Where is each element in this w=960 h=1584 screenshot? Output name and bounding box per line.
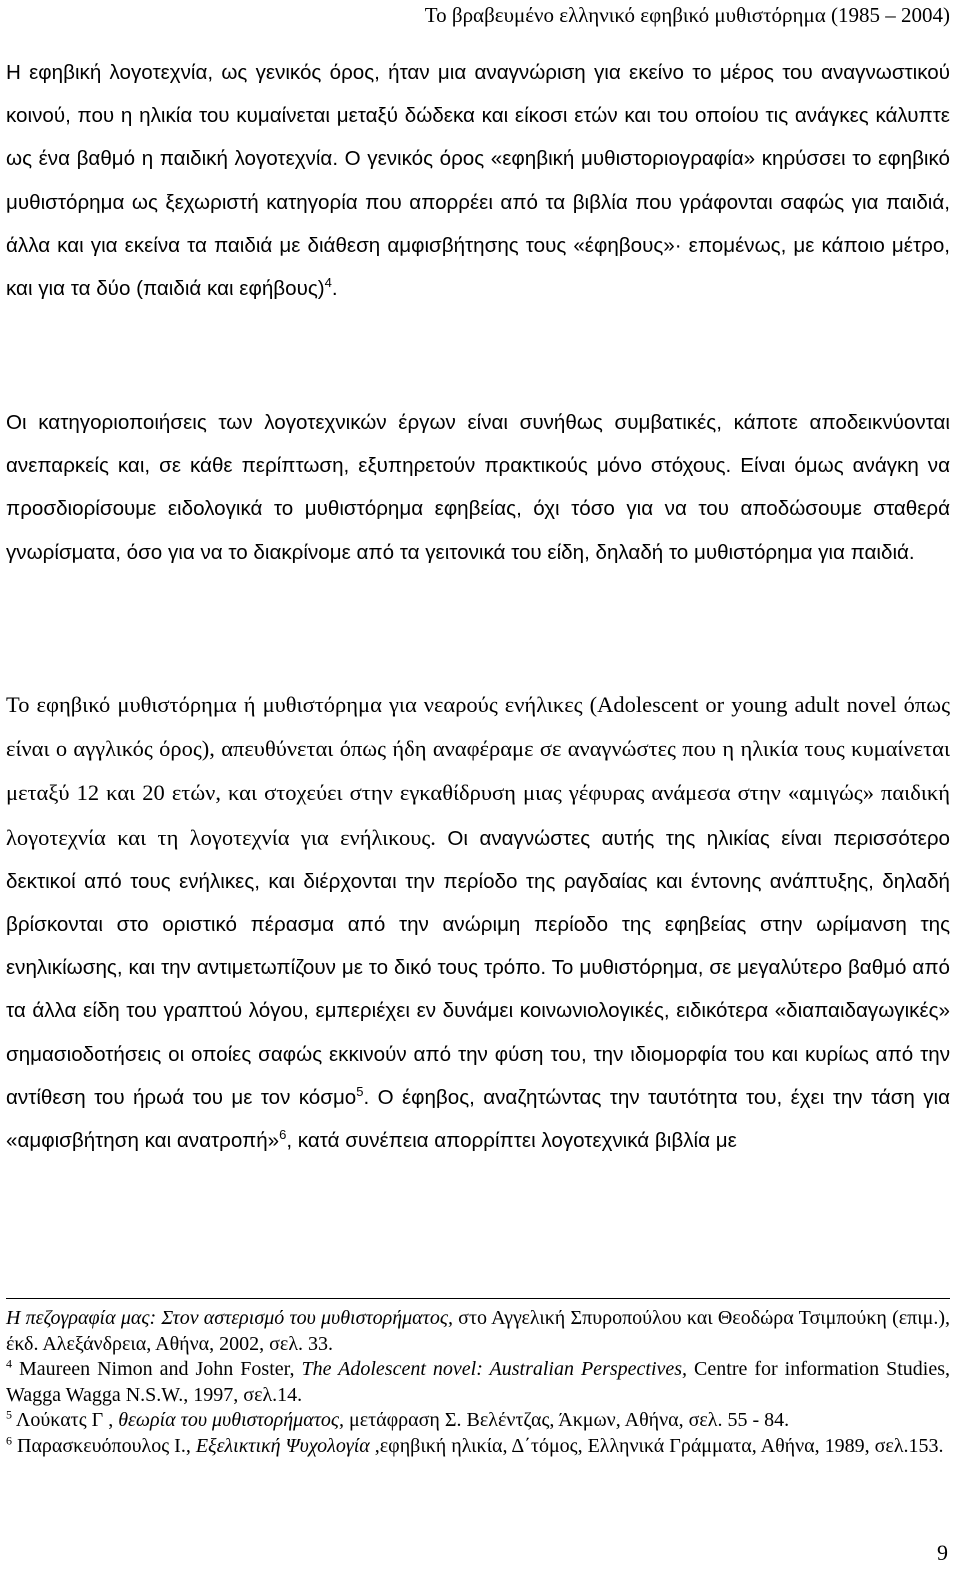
footnote-5-title: θεωρία του μυθιστορήματος, <box>118 1409 344 1431</box>
footnote-6-author: Παρασκευόπουλος Ι., <box>12 1434 196 1457</box>
footnote-5 <box>6 1408 950 1434</box>
footnote-5-author: Λούκατς Γ , <box>12 1409 119 1431</box>
paragraph-3-part-c: . Ο έφηβος, αναζητώντας την ταυτότητα του, έχει την τάση για «αμφισβήτηση και ανατροπή» <box>6 1085 950 1153</box>
footnote-4-authors: Maureen Nimon and John Foster, <box>12 1358 302 1380</box>
footnote-6-rest: ,εφηβική ηλικία, Δ΄τόμος, Ελληνικά Γράμματα, Αθήνα, 1989, σελ.153. <box>369 1434 944 1457</box>
footnote-4 <box>6 1357 950 1408</box>
footnote-3 <box>6 1306 950 1357</box>
footnote-ref-6: 6 <box>279 1127 287 1143</box>
paragraph-1-text: Η εφηβική λογοτεχνία, ως γενικός όρος, ήταν μια αναγνώριση για εκείνο το μέρος του αναγνωστικού κοινού, που η ηλικία του κυμαίνεται μεταξύ δώδεκα και είκοσι ετών και του οποίου τις ανάγκες κάλυπτε ως ένα βαθμό η παιδική λογοτεχνία. Ο γενικός όρος «εφηβική μυθιστοριογραφία» κηρύσσει το εφηβικό μυθιστόρημα ως ξεχωριστή κατηγορία που απορρέει από τα βιβλία που γράφονται σαφώς για παιδιά, άλλα και για εκείνα τα παιδιά με διάθεση αμφισβήτησης τους «έφηβους»· επομένως, με κάποιο μέτρο, και για τα δύο (παιδιά και εφήβους) <box>6 61 950 301</box>
footnote-3-rest: στο Αγγελική Σπυροπούλου και Θεοδώρα Τσιμπούκη (επιμ.), έκδ. Αλεξάνδρεια, Αθήνα, 2002, σελ. 33. <box>6 1307 950 1355</box>
footnote-4-title: The Adolescent novel: Australian Perspectives, <box>301 1358 688 1380</box>
footnotes <box>6 1306 950 1459</box>
footnote-4-number: 4 <box>6 1356 12 1371</box>
running-header: Το βραβευμένο ελληνικό εφηβικό μυθιστόρημα (1985 – 2004) <box>424 3 950 27</box>
footnote-ref-5: 5 <box>356 1083 364 1099</box>
footnote-divider <box>6 1298 950 1299</box>
footnote-6-title: Εξελικτική Ψυχολογία <box>195 1434 370 1457</box>
paragraph-3-part-b: Οι αναγνώστες αυτής της ηλικίας είναι περισσότερο δεκτικοί από τους ενήλικες, και διέρχονται την περίοδο της ραγδαίας και έντονης ανάπτυξης, δηλαδή βρίσκονται στο οριστικό πέρασμα από την ανώριμη περίοδο της εφηβείας στην ωρίμανση της ενηλικίωσης, και την αντιμετωπίζουν με το δικό τους τρόπο. Το μυθιστόρημα, σε μεγαλύτερο βαθμό από τα άλλα είδη του γραπτού λόγου, εμπεριέχει εν δυνάμει κοινωνιολογικές, ειδικότερα «διαπαιδαγωγικές» σημασιοδοτήσεις οι οποίες σαφώς εκκινούν από την φύση του, την ιδιομορφία του και κυρίως από την αντίθεση του ήρωά του με τον κόσμο <box>6 826 950 1109</box>
paragraph-2: Οι κατηγοριοποιήσεις των λογοτεχνικών έργων είναι συνήθως συμβατικές, κάποτε αποδεικνύονται ανεπαρκείς και, σε κάθε περίπτωση, εξυπηρετούν πρακτικούς μόνο στόχους. Είναι όμως ανάγκη να προσδιορίσουμε ειδολογικά το μυθιστόρημα εφηβείας, όχι τόσο για να του αποδώσουμε σταθερά γνωρίσματα, όσο για να το διακρίνομε από τα γειτονικά του είδη, δηλαδή το μυθιστόρημα για παιδιά. <box>6 411 950 564</box>
paragraph-3 <box>6 683 950 1162</box>
footnote-ref-4: 4 <box>324 275 332 291</box>
footnote-5-number: 5 <box>6 1407 12 1422</box>
paragraph-1-end: . <box>331 277 338 301</box>
paragraph-1 <box>6 51 950 310</box>
footnote-4-rest: Centre for information Studies, Wagga Wagga N.S.W., 1997, σελ.14. <box>6 1358 951 1406</box>
paragraph-3-part-a: Το εφηβικό μυθιστόρημα ή μυθιστόρημα για νεαρούς ενήλικες (Adolescent or young adult novel όπως είναι ο αγγλικός όρος), απευθύνεται όπως ήδη αναφέραμε σε αναγνώστες που η ηλικία τους κυμαίνεται μεταξύ 12 και 20 ετών, και στοχεύει στην εγκαθίδρυση μιας γέφυρας ανάμεσα στην «αμιγώς» παιδική λογοτεχνία και τη λογοτεχνία για ενήλικους. <box>6 692 950 850</box>
footnote-6-number: 6 <box>6 1432 12 1447</box>
footnote-3-title: Η πεζογραφία μας: Στον αστερισμό του μυθιστορήματος, <box>6 1307 453 1329</box>
page-number: 9 <box>937 1540 948 1565</box>
footnote-6 <box>6 1434 950 1460</box>
footnote-5-rest: μετάφραση Σ. Βελέντζας, Άκμων, Αθήνα, σελ. 55 - 84. <box>343 1409 790 1431</box>
paragraph-3-part-d: , κατά συνέπεια απορρίπτει λογοτεχνικά βιβλία με <box>286 1129 737 1153</box>
